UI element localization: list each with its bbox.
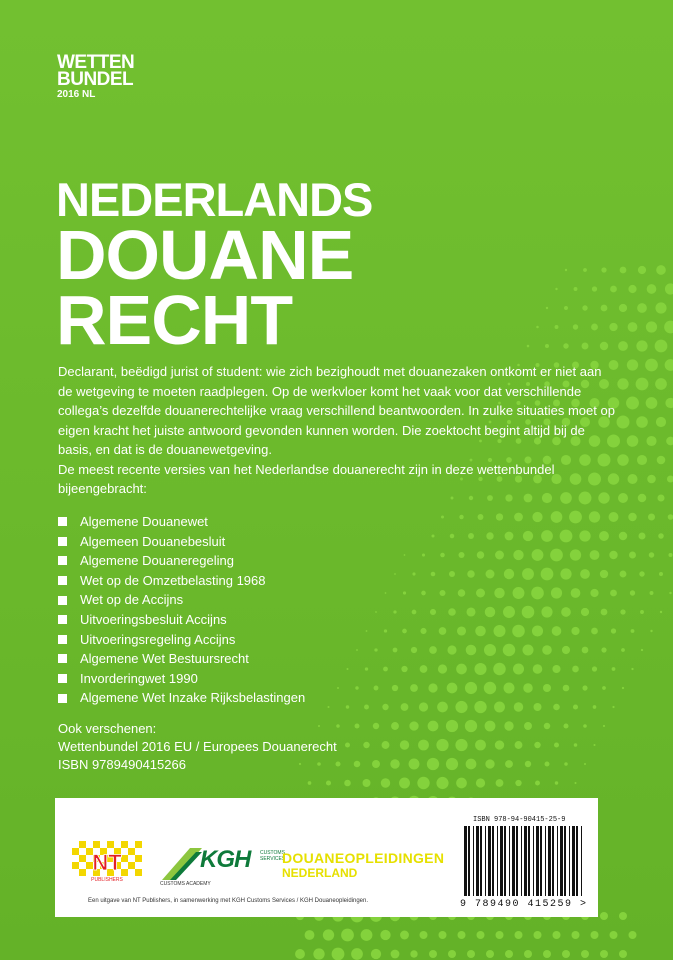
square-bullet-icon bbox=[58, 674, 67, 683]
kgh-logo-text: KGH bbox=[200, 846, 251, 873]
list-item bbox=[58, 532, 305, 552]
square-bullet-icon bbox=[58, 615, 67, 624]
publisher-panel bbox=[55, 798, 598, 917]
law-name: Invorderingwet 1990 bbox=[80, 670, 198, 686]
square-bullet-icon bbox=[58, 517, 67, 526]
kgh-academy-label: CUSTOMS ACADEMY bbox=[160, 881, 211, 887]
intro-text bbox=[58, 362, 618, 499]
brand-line-1: WETTEN bbox=[57, 52, 135, 73]
brand-edition: 2016 NL bbox=[57, 89, 96, 100]
list-item bbox=[58, 551, 305, 571]
square-bullet-icon bbox=[58, 556, 67, 565]
list-item bbox=[58, 512, 305, 532]
douaneopleidingen-line-1: DOUANEOPLEIDINGEN bbox=[282, 850, 445, 866]
title-line-3: RECHT bbox=[56, 281, 293, 359]
law-name: Uitvoeringsregeling Accijns bbox=[80, 631, 236, 647]
laws-list bbox=[58, 512, 305, 708]
square-bullet-icon bbox=[58, 654, 67, 663]
kgh-sub-line-1: CUSTOMS bbox=[260, 850, 285, 856]
square-bullet-icon bbox=[58, 635, 67, 644]
book-title bbox=[56, 173, 373, 359]
square-bullet-icon bbox=[58, 576, 67, 585]
nt-logo-text: NT bbox=[92, 850, 122, 875]
wettenbundel-logo bbox=[57, 54, 134, 101]
law-name: Algemene Douaneregeling bbox=[80, 553, 234, 569]
also-title: Wettenbundel 2016 EU / Europees Douanerecht bbox=[58, 739, 337, 754]
list-item bbox=[58, 688, 305, 708]
barcode-digits: 9 789490 415259 > bbox=[460, 899, 588, 910]
intro-paragraph: De meest recente versies van het Nederlandse douanerecht zijn in deze wettenbundel bijeengebracht: bbox=[58, 461, 555, 496]
intro-paragraph: Declarant, beëdigd jurist of student: wie zich bezighoudt met douanezaken ontkomt er niet aan de wetgeving te moeten raadplegen. Op de werkvloer komt het vaak voor dat verschillende collega’s dezelfde douanerechtelijke vraag verschillend beantwoorden. In zulke situaties moet op eigen kracht het juiste antwoord gevonden kunnen worden. Die zoektocht begint altijd bij de basis, en dat is de douanewetgeving. bbox=[58, 364, 615, 457]
law-name: Algemeen Douanebesluit bbox=[80, 533, 226, 549]
list-item bbox=[58, 571, 305, 591]
isbn-label: ISBN 978-94-90415-25-9 bbox=[473, 816, 566, 824]
nt-publishers-logo bbox=[72, 841, 142, 883]
title-line-2: DOUANE bbox=[56, 216, 354, 294]
douaneopleidingen-line-2: NEDERLAND bbox=[282, 866, 358, 880]
square-bullet-icon bbox=[58, 537, 67, 546]
square-bullet-icon bbox=[58, 596, 67, 605]
brand-line-2: BUNDEL bbox=[57, 69, 134, 90]
law-name: Wet op de Accijns bbox=[80, 592, 184, 608]
law-name: Algemene Wet Bestuursrecht bbox=[80, 651, 249, 667]
nt-logo-sub: PUBLISHERS bbox=[91, 877, 123, 883]
list-item bbox=[58, 669, 305, 689]
law-name: Uitvoeringsbesluit Accijns bbox=[80, 611, 227, 627]
list-item bbox=[58, 649, 305, 669]
law-name: Algemene Wet Inzake Rijksbelastingen bbox=[80, 690, 306, 706]
law-name: Algemene Douanewet bbox=[80, 514, 208, 529]
kgh-sub-line-2: SERVICES bbox=[260, 856, 286, 862]
also-heading: Ook verschenen: bbox=[58, 721, 157, 736]
square-bullet-icon bbox=[58, 694, 67, 703]
list-item bbox=[58, 610, 305, 630]
list-item bbox=[58, 590, 305, 610]
also-isbn: ISBN 9789490415266 bbox=[58, 757, 186, 772]
law-name: Wet op de Omzetbelasting 1968 bbox=[80, 572, 266, 588]
list-item bbox=[58, 630, 305, 650]
barcode-icon bbox=[460, 826, 588, 898]
also-published bbox=[58, 720, 337, 774]
publisher-credit: Een uitgave van NT Publishers, in samenwerking met KGH Customs Services / KGH Douaneopleidingen. bbox=[88, 898, 369, 904]
title-line-1: NEDERLANDS bbox=[56, 173, 373, 226]
